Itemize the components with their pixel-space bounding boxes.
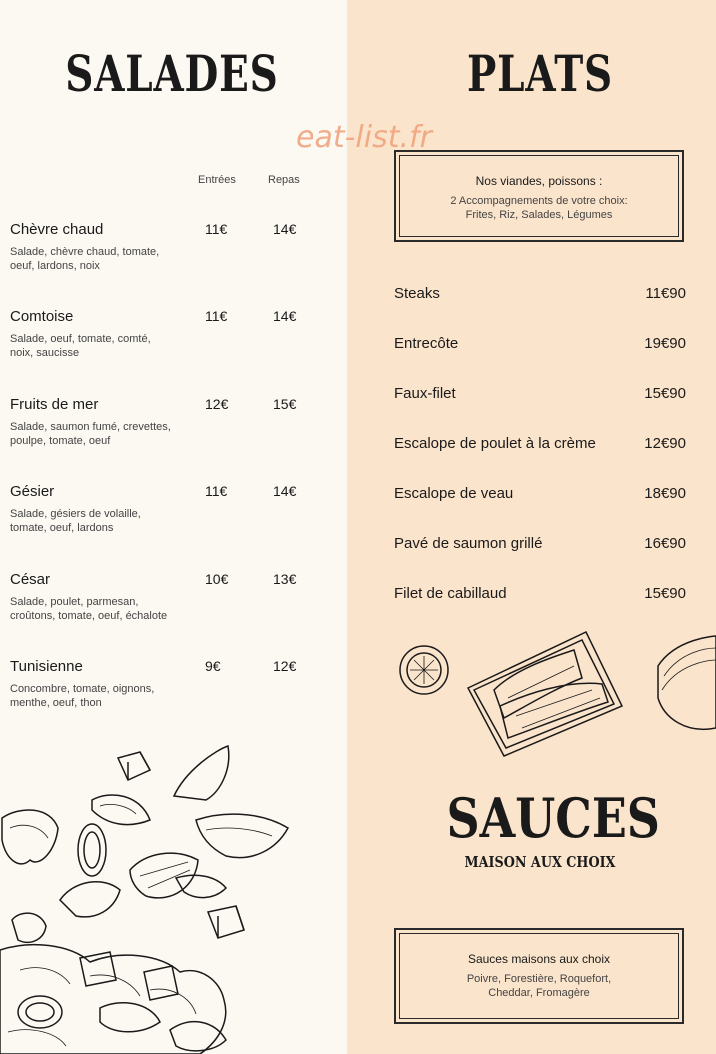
salad-desc-line: Concombre, tomate, oignons, <box>10 683 155 695</box>
plat-price: 11€90 <box>645 285 686 302</box>
salad-desc-line: Salade, chèvre chaud, tomate, <box>10 246 160 258</box>
plat-price: 19€90 <box>644 335 686 352</box>
salad-price-entree: 11€ <box>205 308 228 324</box>
salad-name: Gésier <box>10 483 55 500</box>
plat-name: Entrecôte <box>394 335 459 352</box>
salad-desc-line: tomate, oeuf, lardons <box>10 522 114 534</box>
sauces-box-line: Poivre, Forestière, Roquefort, <box>466 973 612 985</box>
plat-price: 15€90 <box>644 585 686 602</box>
fish-board-illustration <box>396 628 716 758</box>
plats-box-title: Nos viandes, poissons : <box>475 174 603 188</box>
salad-name: César <box>10 571 51 588</box>
plat-price: 16€90 <box>644 535 686 552</box>
plat-name: Faux-filet <box>394 385 456 402</box>
plat-price: 12€90 <box>644 435 686 452</box>
salad-description <box>10 420 200 448</box>
salad-description <box>10 507 200 535</box>
plat-name: Escalope de veau <box>394 485 514 502</box>
salad-desc-line: Salade, gésiers de volaille, <box>10 508 141 520</box>
sauces-box-title: Sauces maisons aux choix <box>467 952 611 966</box>
salad-name: Tunisienne <box>10 658 83 675</box>
salad-price-repas: 14€ <box>273 308 297 324</box>
sauces-title: SAUCES <box>446 786 660 850</box>
plats-title: PLATS <box>467 44 613 103</box>
salad-price-entree: 12€ <box>205 396 229 412</box>
salad-desc-line: menthe, oeuf, thon <box>10 697 102 709</box>
salades-title: SALADES <box>65 44 279 103</box>
sauces-box-line: Cheddar, Fromagère <box>488 987 590 999</box>
sauces-subtitle: MAISON AUX CHOIX <box>464 853 616 871</box>
watermark: eat-list.fr <box>296 120 432 155</box>
plat-name: Filet de cabillaud <box>394 585 507 602</box>
salad-desc-line: oeuf, lardons, noix <box>10 260 100 272</box>
plat-name: Steaks <box>394 285 440 302</box>
column-header-repas: Repas <box>268 174 300 186</box>
salad-desc-line: Salade, oeuf, tomate, comté, <box>10 333 151 345</box>
salad-price-repas: 13€ <box>273 571 297 587</box>
salad-description <box>10 682 200 710</box>
salad-price-entree: 10€ <box>205 571 229 587</box>
plat-price: 18€90 <box>644 485 686 502</box>
salad-desc-line: Salade, poulet, parmesan, <box>10 596 139 608</box>
column-header-entrees: Entrées <box>198 174 236 186</box>
salad-description <box>10 595 200 623</box>
salad-price-entree: 9€ <box>205 658 221 674</box>
sauces-info-box <box>394 928 684 1024</box>
salad-illustration <box>0 740 300 1054</box>
plat-name: Pavé de saumon grillé <box>394 535 543 552</box>
salad-description <box>10 332 200 360</box>
salad-name: Comtoise <box>10 308 74 325</box>
salad-desc-line: noix, saucisse <box>10 347 80 359</box>
salad-description <box>10 245 200 273</box>
plats-box-line: 2 Accompagnements de votre choix: <box>450 195 628 207</box>
salad-desc-line: Salade, saumon fumé, crevettes, <box>10 421 171 433</box>
salad-price-repas: 14€ <box>273 483 297 499</box>
salad-price-repas: 15€ <box>273 396 297 412</box>
salad-price-repas: 14€ <box>273 221 297 237</box>
salad-price-entree: 11€ <box>205 221 228 237</box>
salad-name: Fruits de mer <box>10 396 99 413</box>
plat-name: Escalope de poulet à la crème <box>394 435 596 452</box>
plat-price: 15€90 <box>644 385 686 402</box>
salad-price-entree: 11€ <box>205 483 228 499</box>
salad-price-repas: 12€ <box>273 658 297 674</box>
salad-desc-line: poulpe, tomate, oeuf <box>10 435 111 447</box>
salad-desc-line: croûtons, tomate, oeuf, échalote <box>10 610 168 622</box>
salad-name: Chèvre chaud <box>10 221 104 238</box>
plats-info-box <box>394 150 684 242</box>
plats-box-line: Frites, Riz, Salades, Légumes <box>465 209 613 221</box>
